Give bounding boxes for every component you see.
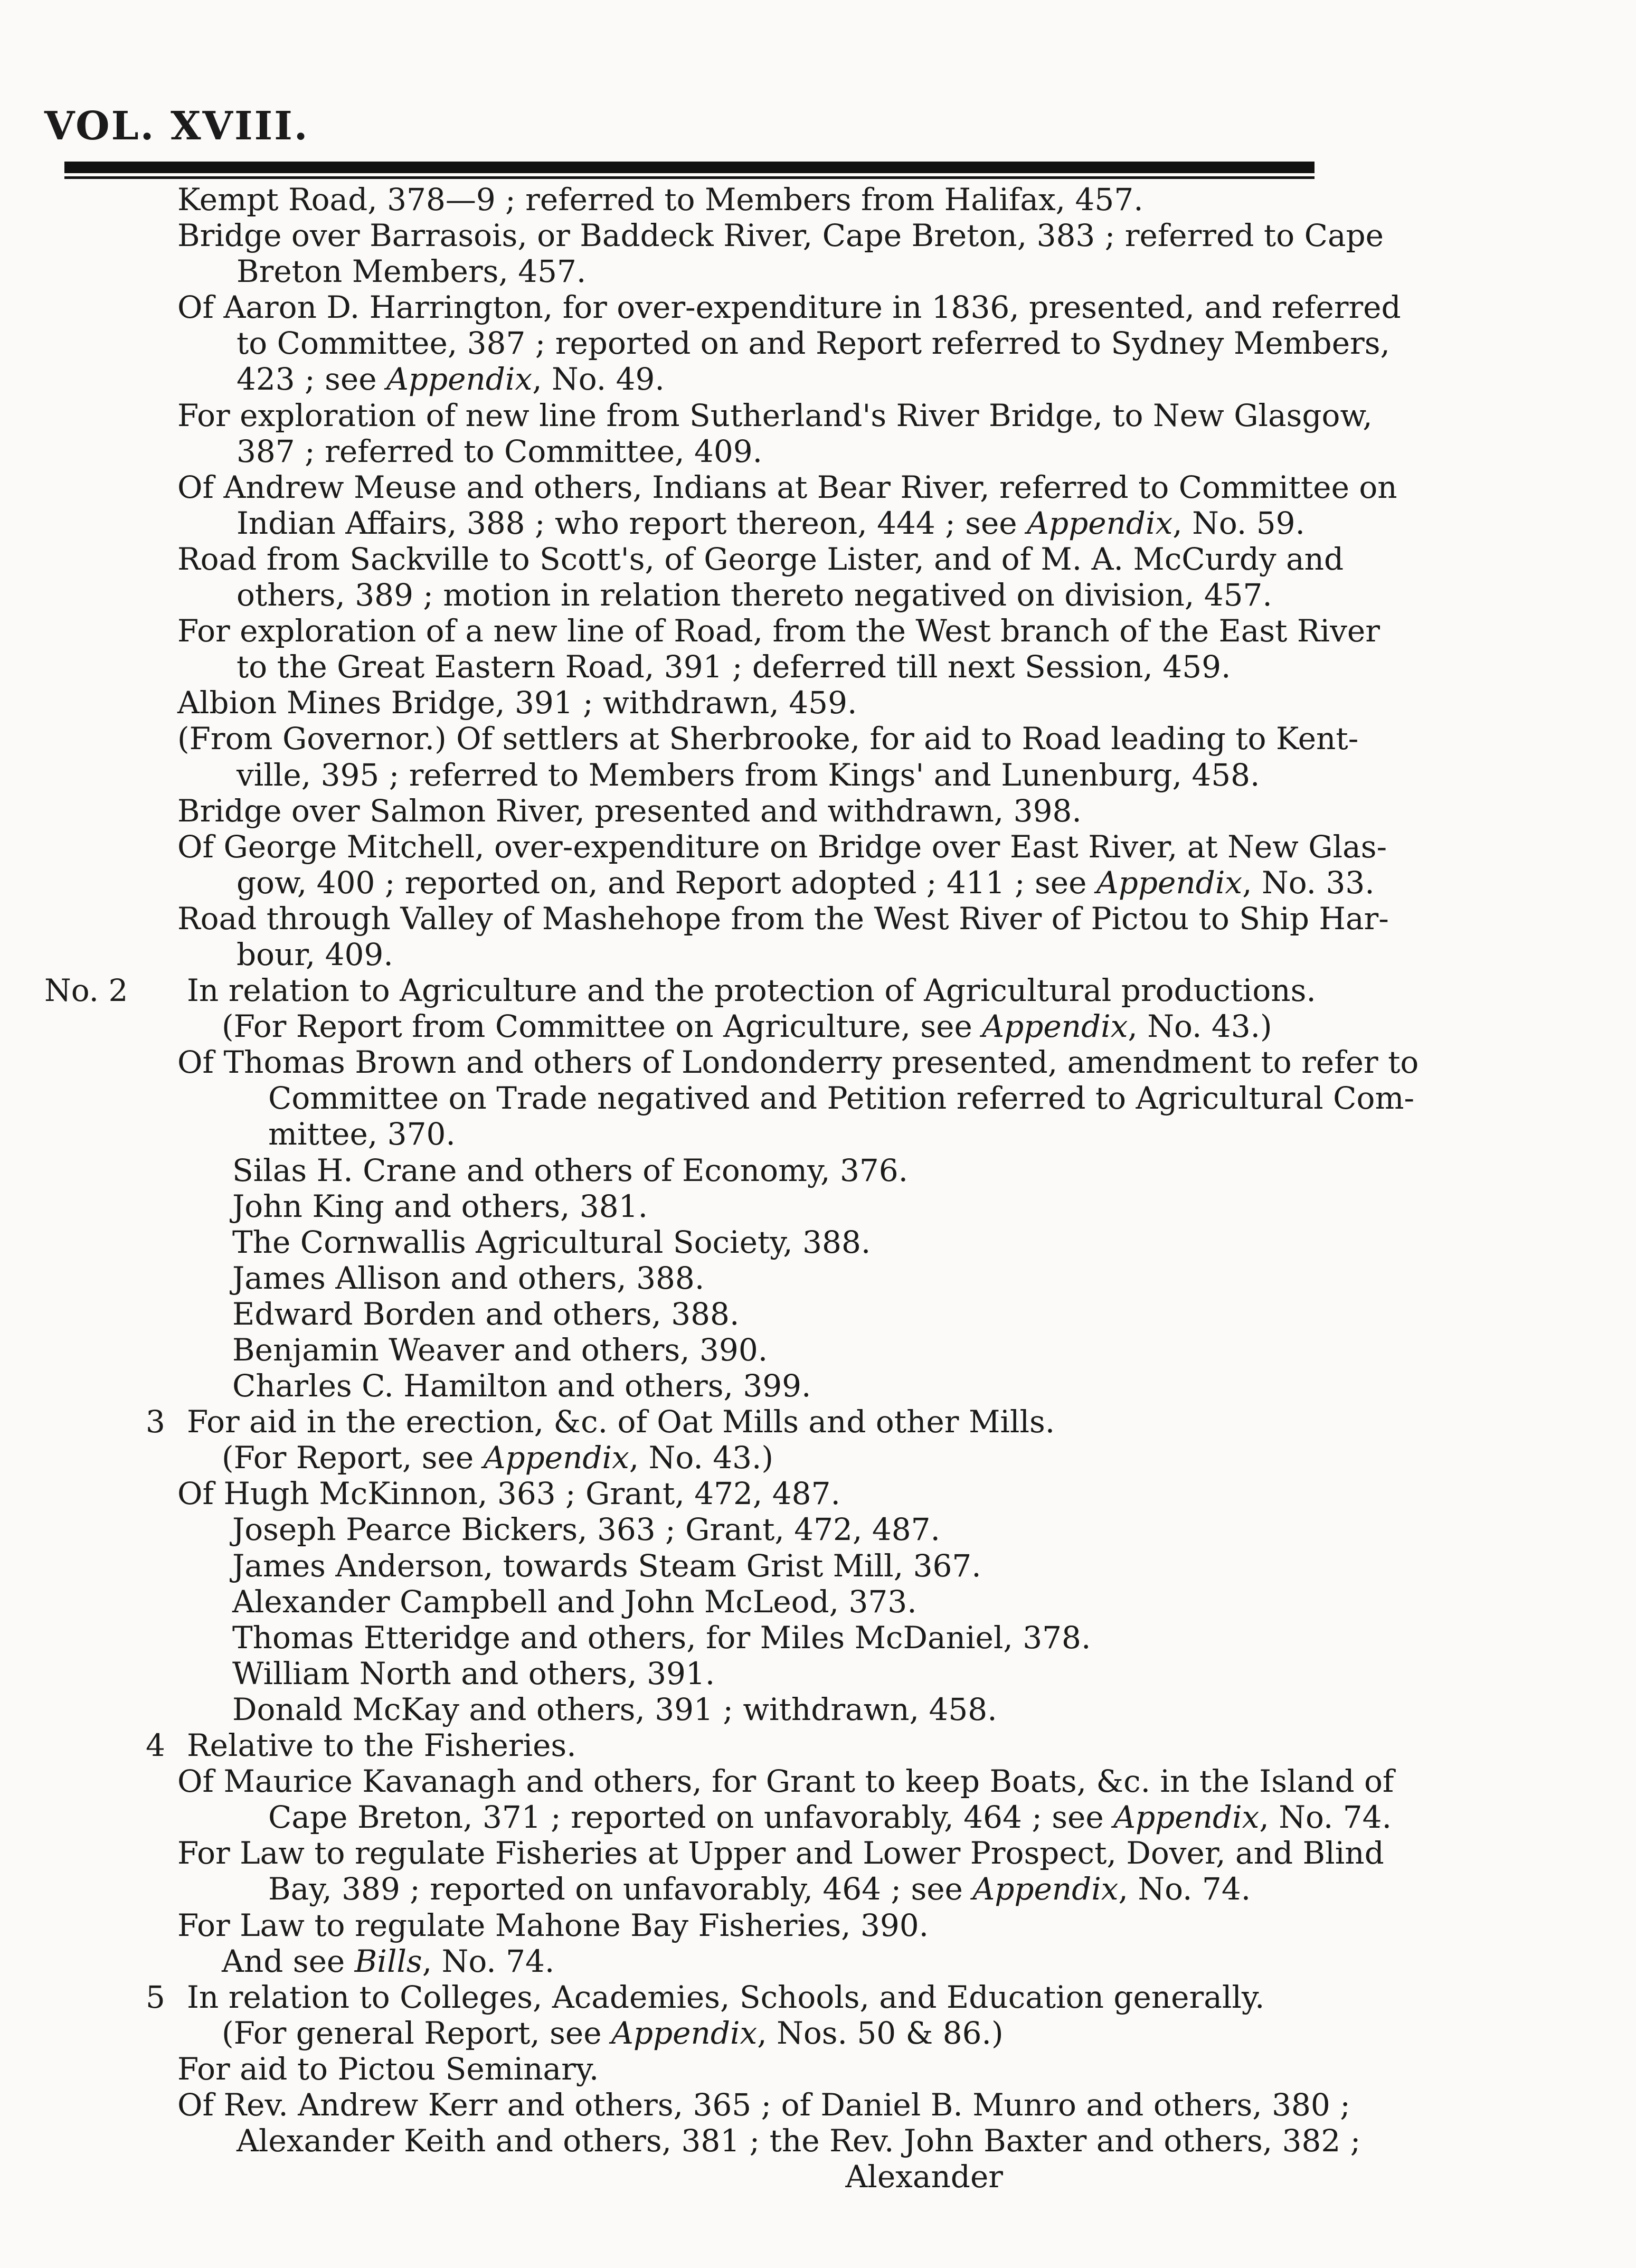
index-line bbox=[0, 721, 1359, 757]
volume-header: VOL. XVIII. bbox=[44, 103, 309, 149]
index-line bbox=[0, 397, 1373, 433]
index-line-text: (For Report, see Appendix, No. 43.) bbox=[222, 1440, 774, 1476]
index-line-text: Bridge over Salmon River, presented and withdrawn, 398. bbox=[177, 792, 1082, 829]
index-line-text: bour, 409. bbox=[237, 936, 393, 972]
index-line bbox=[0, 793, 1320, 829]
index-line-text: Edward Borden and others, 388. bbox=[232, 1296, 740, 1332]
index-line bbox=[0, 1835, 1384, 1872]
index-line-text: Benjamin Weaver and others, 390. bbox=[232, 1332, 768, 1368]
index-line bbox=[0, 1548, 1320, 1584]
index-line bbox=[0, 1224, 1320, 1260]
index-line bbox=[0, 937, 1320, 972]
index-line bbox=[0, 1368, 1320, 1404]
index-line-text: Breton Members, 457. bbox=[237, 253, 587, 290]
index-line-text: In relation to Agriculture and the protection of Agricultural productions. bbox=[187, 972, 1316, 1009]
index-line bbox=[0, 1332, 1320, 1368]
section-number: 4 bbox=[146, 1727, 165, 1764]
index-line bbox=[0, 1620, 1320, 1656]
index-line bbox=[0, 1907, 1320, 1943]
index-line-text: For aid to Pictou Seminary. bbox=[177, 2050, 599, 2087]
index-line bbox=[0, 1476, 1320, 1511]
index-line-text: Alexander Keith and others, 381 ; the Rev. John Baxter and others, 382 ; bbox=[237, 2123, 1361, 2159]
index-line-text: Alexander bbox=[845, 2159, 1003, 2195]
index-line-text: Of Andrew Meuse and others, Indians at Bear River, referred to Committee on bbox=[177, 469, 1397, 505]
section-number: 5 bbox=[146, 1979, 165, 2015]
index-line bbox=[0, 1656, 1320, 1691]
index-line-text: William North and others, 391. bbox=[232, 1655, 715, 1691]
index-line-text: to the Great Eastern Road, 391 ; deferred till next Session, 459. bbox=[237, 649, 1231, 685]
index-line bbox=[0, 1511, 1320, 1547]
index-line bbox=[0, 325, 1390, 362]
header-rule-thick bbox=[64, 162, 1315, 173]
index-line bbox=[0, 972, 1320, 1008]
index-line bbox=[0, 469, 1397, 505]
index-line bbox=[0, 1727, 1320, 1763]
index-line-text: For aid in the erection, &c. of Oat Mills and other Mills. bbox=[187, 1404, 1055, 1440]
index-line bbox=[0, 577, 1320, 613]
index-line bbox=[0, 1296, 1320, 1332]
index-line bbox=[0, 1871, 1320, 1907]
index-line-text: 423 ; see Appendix, No. 49. bbox=[237, 361, 665, 398]
index-line bbox=[0, 1763, 1394, 1800]
index-line-text: Bay, 389 ; reported on unfavorably, 464 ; see Appendix, No. 74. bbox=[268, 1871, 1251, 1907]
index-line bbox=[0, 182, 1320, 218]
index-line-text: mittee, 370. bbox=[268, 1116, 456, 1152]
index-line bbox=[0, 1260, 1320, 1296]
index-line bbox=[0, 1584, 1320, 1620]
index-line-text: Of Aaron D. Harrington, for over-expenditure in 1836, presented, and referred bbox=[177, 289, 1401, 326]
index-line bbox=[0, 864, 1375, 901]
index-line-text: And see Bills, No. 74. bbox=[222, 1943, 555, 1979]
header-rule-thin bbox=[64, 176, 1315, 179]
index-line-text: Road through Valley of Mashehope from the West River of Pictou to Ship Har- bbox=[177, 900, 1389, 937]
index-line bbox=[0, 1188, 1320, 1224]
index-line bbox=[0, 1152, 1320, 1188]
index-line bbox=[0, 2015, 1320, 2051]
index-line-text: Charles C. Hamilton and others, 399. bbox=[232, 1368, 811, 1404]
index-line-text: Of George Mitchell, over-expenditure on Bridge over East River, at New Glas- bbox=[177, 828, 1387, 865]
index-line bbox=[0, 433, 1320, 469]
index-line-text: 387 ; referred to Committee, 409. bbox=[237, 433, 763, 469]
index-line bbox=[0, 541, 1344, 577]
index-line-text: Of Thomas Brown and others of Londonderry presented, amendment to refer to bbox=[177, 1044, 1419, 1081]
index-line bbox=[0, 289, 1401, 326]
index-line bbox=[0, 2123, 1361, 2159]
index-line bbox=[0, 1080, 1415, 1117]
index-line bbox=[0, 757, 1320, 793]
index-line-text: Cape Breton, 371 ; reported on unfavorably, 464 ; see Appendix, No. 74. bbox=[268, 1799, 1392, 1836]
index-line-text: to Committee, 387 ; reported on and Report referred to Sydney Members, bbox=[237, 325, 1390, 362]
index-line bbox=[0, 361, 1320, 397]
index-line-text: In relation to Colleges, Academies, Schools, and Education generally. bbox=[187, 1979, 1265, 2015]
index-line-text: For exploration of new line from Sutherland's River Bridge, to New Glasgow, bbox=[177, 397, 1373, 433]
index-line-text: For exploration of a new line of Road, from the West branch of the East River bbox=[177, 613, 1380, 649]
index-line-text: Bridge over Barrasois, or Baddeck River, Cape Breton, 383 ; referred to Cape bbox=[177, 218, 1384, 254]
index-line-text: For Law to regulate Mahone Bay Fisheries, 390. bbox=[177, 1907, 929, 1943]
index-line bbox=[0, 1440, 1320, 1476]
index-line bbox=[0, 1008, 1320, 1044]
index-line-text: Alexander Campbell and John McLeod, 373. bbox=[232, 1583, 917, 1620]
index-line-text: ville, 395 ; referred to Members from Kings' and Lunenburg, 458. bbox=[237, 757, 1260, 793]
index-line bbox=[0, 2051, 1320, 2087]
index-line bbox=[0, 218, 1384, 254]
index-line bbox=[0, 2086, 1350, 2123]
index-line bbox=[0, 1691, 1320, 1727]
index-line bbox=[0, 613, 1380, 649]
index-line bbox=[0, 505, 1320, 541]
index-line-text: gow, 400 ; reported on, and Report adopted ; 411 ; see Appendix, No. 33. bbox=[237, 864, 1375, 901]
index-line-text: Indian Affairs, 388 ; who report thereon, 444 ; see Appendix, No. 59. bbox=[237, 505, 1305, 541]
index-line-text: Committee on Trade negatived and Petition referred to Agricultural Com- bbox=[268, 1080, 1415, 1117]
index-line-text: Donald McKay and others, 391 ; withdrawn, 458. bbox=[232, 1691, 997, 1727]
index-line bbox=[0, 1799, 1392, 1836]
index-line-text: Silas H. Crane and others of Economy, 376. bbox=[232, 1152, 909, 1188]
index-line-text: (From Governor.) Of settlers at Sherbrooke, for aid to Road leading to Kent- bbox=[177, 721, 1359, 757]
section-number: No. 2 bbox=[44, 972, 128, 1009]
index-line bbox=[0, 1044, 1419, 1081]
index-line bbox=[0, 1404, 1320, 1440]
index-line bbox=[0, 900, 1389, 937]
index-line bbox=[0, 649, 1320, 685]
index-line-text: Kempt Road, 378—9 ; referred to Members from Halifax, 457. bbox=[177, 182, 1143, 218]
index-line bbox=[0, 1116, 1320, 1152]
index-line bbox=[0, 828, 1387, 865]
index-line-text: Albion Mines Bridge, 391 ; withdrawn, 459. bbox=[177, 685, 857, 721]
index-line-text: Of Maurice Kavanagh and others, for Grant to keep Boats, &c. in the Island of bbox=[177, 1763, 1394, 1800]
index-line-text: Thomas Etteridge and others, for Miles McDaniel, 378. bbox=[232, 1619, 1091, 1656]
index-line bbox=[0, 1943, 1320, 1979]
index-line-text: James Allison and others, 388. bbox=[232, 1260, 705, 1296]
index-line-text: Road from Sackville to Scott's, of George Lister, and of M. A. McCurdy and bbox=[177, 541, 1344, 577]
index-line-text: James Anderson, towards Steam Grist Mill, 367. bbox=[232, 1547, 981, 1584]
index-body bbox=[0, 182, 1419, 2195]
index-line-text: Relative to the Fisheries. bbox=[187, 1727, 576, 1764]
index-line-text: Of Hugh McKinnon, 363 ; Grant, 472, 487. bbox=[177, 1476, 840, 1512]
index-line-text: Joseph Pearce Bickers, 363 ; Grant, 472, 487. bbox=[232, 1511, 940, 1548]
index-line-text: (For Report from Committee on Agriculture, see Appendix, No. 43.) bbox=[222, 1008, 1272, 1045]
section-number: 3 bbox=[146, 1404, 165, 1440]
index-line-text: Of Rev. Andrew Kerr and others, 365 ; of Daniel B. Munro and others, 380 ; bbox=[177, 2086, 1350, 2123]
index-line bbox=[0, 685, 1320, 721]
index-line-text: John King and others, 381. bbox=[232, 1188, 648, 1224]
index-line bbox=[0, 1979, 1320, 2015]
index-line-text: The Cornwallis Agricultural Society, 388. bbox=[232, 1224, 871, 1260]
index-line-text: others, 389 ; motion in relation thereto negatived on division, 457. bbox=[237, 577, 1272, 613]
index-line-text: For Law to regulate Fisheries at Upper and Lower Prospect, Dover, and Blind bbox=[177, 1835, 1384, 1872]
index-line-text: (For general Report, see Appendix, Nos. 50 & 86.) bbox=[222, 2015, 1004, 2051]
index-line bbox=[0, 2159, 1320, 2195]
index-line bbox=[0, 253, 1320, 289]
